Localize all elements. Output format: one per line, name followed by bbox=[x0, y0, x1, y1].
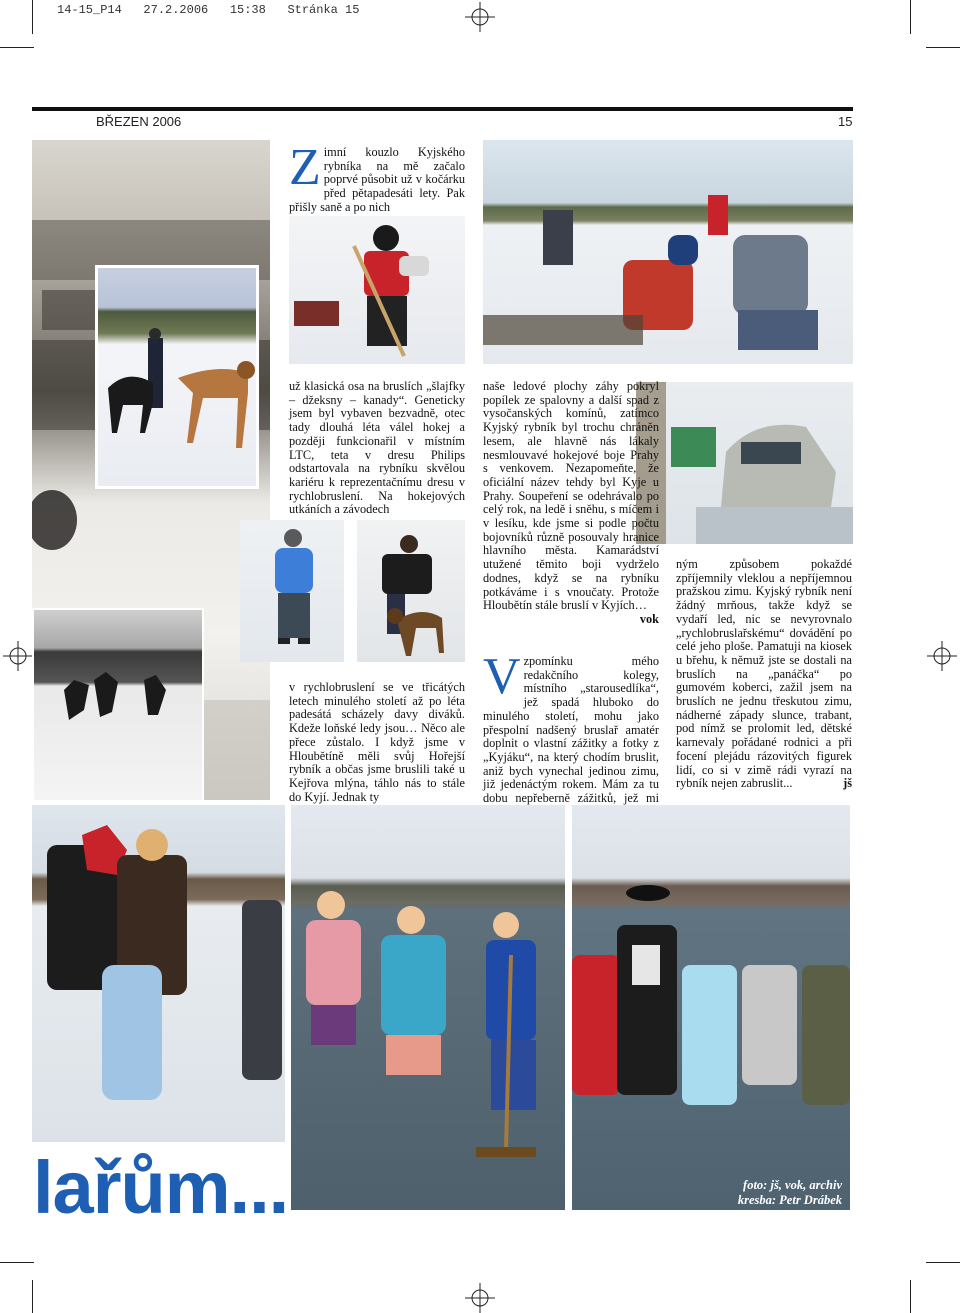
column-1-top: už klasická osa na bruslích „šlajfky – džeksny – kanady“. Geneticky jsem byl vybaven bezvadně, otec tady dlouhá léta válel hokej a později funkcionařil v místním LTC, teta v dresu Philips odstartovala na rybníku skvělou kariéru k reprezentačnímu dresu v rychlobruslení. Na hokejových utkáních a závodech bbox=[289, 379, 465, 517]
photo-credits bbox=[660, 1178, 842, 1208]
carnival-family-photo bbox=[32, 805, 285, 1142]
page-number: 15 bbox=[838, 114, 853, 129]
column-2-text: naše ledové plochy záhy pokryl popílek ze spalovny a další spad z vysočanských komínů, zatímco Kyjský rybník byl trochu chráněn lesem, ale hlavně nás lákaly nesmlouvavé hokejové boje Prahy s venkovem. Nezapomeňte, že oficiální název tehdy byl Kyje u Prahy. Soupeření se odehrávalo po celý rok, na ledě i sněhu, s míčem i v lesíku, kde jsme si podle počtu bojovníků různě posouvaly hranice hlavního města. Kamarádství utužené těmito boji vydrželo dodnes, když se na rybníku potkáváme i s vnoučaty. Protože Hloubětín stále bruslí v Kyjích… bbox=[483, 379, 659, 613]
crop-mark bbox=[926, 47, 960, 48]
registration-mark-icon bbox=[465, 2, 495, 32]
toddler-skater-photo bbox=[240, 520, 344, 662]
crop-mark bbox=[926, 1262, 960, 1263]
pond-skaters-photo bbox=[483, 140, 853, 364]
section-date: BŘEZEN 2006 bbox=[96, 114, 182, 129]
column-3 bbox=[676, 558, 852, 791]
registration-mark-icon bbox=[465, 1283, 495, 1313]
author-signature-js: jš bbox=[843, 776, 852, 791]
column-3-text: ným způsobem pokaždé zpříjemnily vleklou a nepříjemnou pražskou zimu. Kyjský rybník není žádný mrňous, takže když se vydaří led, nic se nevyrovnalo „rychlobruslařskému“ dovádění po celé jeho ploše. Pamatuji na kiosek u břehu, k němuž jste se dostali na bruslích na „panáčka“ po gumovém koberci, zažil jsem na bruslích ne jednu třeskutou zimu, nádherné západy slunce, trabant, pod nímž se prolomit led, dětské karnevaly pořádané rodnici a při focení plejádu rázovitých figurek lidí, co si v zimě rádi vyrazí na rybník nejen zabruslit... bbox=[676, 557, 852, 791]
column-1-bottom: v rychlobruslení se ve třicátých letech minulého století až po léta padesátá scházely davy diváků. Kdeže loňské ledy jsou… Něco ale přece zůstalo. I když jsme v Hloubětíně měli svůj Hořejší rybník a občas jsme bruslili také u Kejřova mlýna, táhlo nás to stále do Kyjí. Jednak ty bbox=[289, 680, 465, 804]
author-signature-vok: vok bbox=[639, 611, 659, 626]
intro-dropcap: Z bbox=[289, 139, 321, 196]
registration-mark-icon bbox=[3, 641, 33, 671]
credit-drawing-line: kresba: Petr Drábek bbox=[737, 1193, 842, 1207]
crop-mark bbox=[0, 1262, 34, 1263]
column-2-top bbox=[483, 380, 659, 627]
intro-text: imní kouzlo Kyjského rybníka na mě začalo poprvé působit už v kočárku před pětapadesáti lety. Pak přišly saně a po nich bbox=[289, 145, 465, 214]
crop-mark bbox=[0, 47, 34, 48]
man-with-dog-photo bbox=[357, 520, 465, 662]
crop-mark bbox=[910, 1280, 911, 1313]
second-dropcap: V bbox=[483, 648, 521, 705]
credit-photo-line: foto: jš, vok, archiv bbox=[743, 1178, 842, 1192]
child-hockey-photo bbox=[289, 216, 465, 364]
intro-paragraph bbox=[289, 139, 465, 215]
registration-mark-icon bbox=[927, 641, 957, 671]
carnival-kids-photo bbox=[572, 805, 850, 1210]
column-2-second bbox=[483, 648, 659, 819]
crop-mark bbox=[32, 1280, 33, 1313]
boy-with-dogs-photo bbox=[95, 265, 259, 489]
carnival-girls-photo bbox=[291, 805, 565, 1210]
headline-fragment: lařům... bbox=[33, 1146, 289, 1229]
print-slug: 14-15_P14 27.2.2006 15:38 Stránka 15 bbox=[57, 3, 360, 17]
crop-mark bbox=[910, 0, 911, 34]
column-2-second-text: zpomínku mého redakčního kolegy, místního „starousedlíka“, jež spadá hluboko do minulého století, mohu jako přespolní nadšený bruslař amatér doplnit o vlastní zážitky a fotky z „Kyjáku“, na který chodím bruslit, aniž bych vynechal jedinou zimu, již jedenáctým rokem. Mám za tu dobu nepřeberně zážitků, jež mi bbox=[483, 654, 659, 806]
crop-mark bbox=[32, 0, 33, 34]
trabant-ice-photo bbox=[636, 382, 853, 544]
header-rule bbox=[32, 107, 853, 111]
archive-speedskating-photo bbox=[32, 608, 204, 802]
